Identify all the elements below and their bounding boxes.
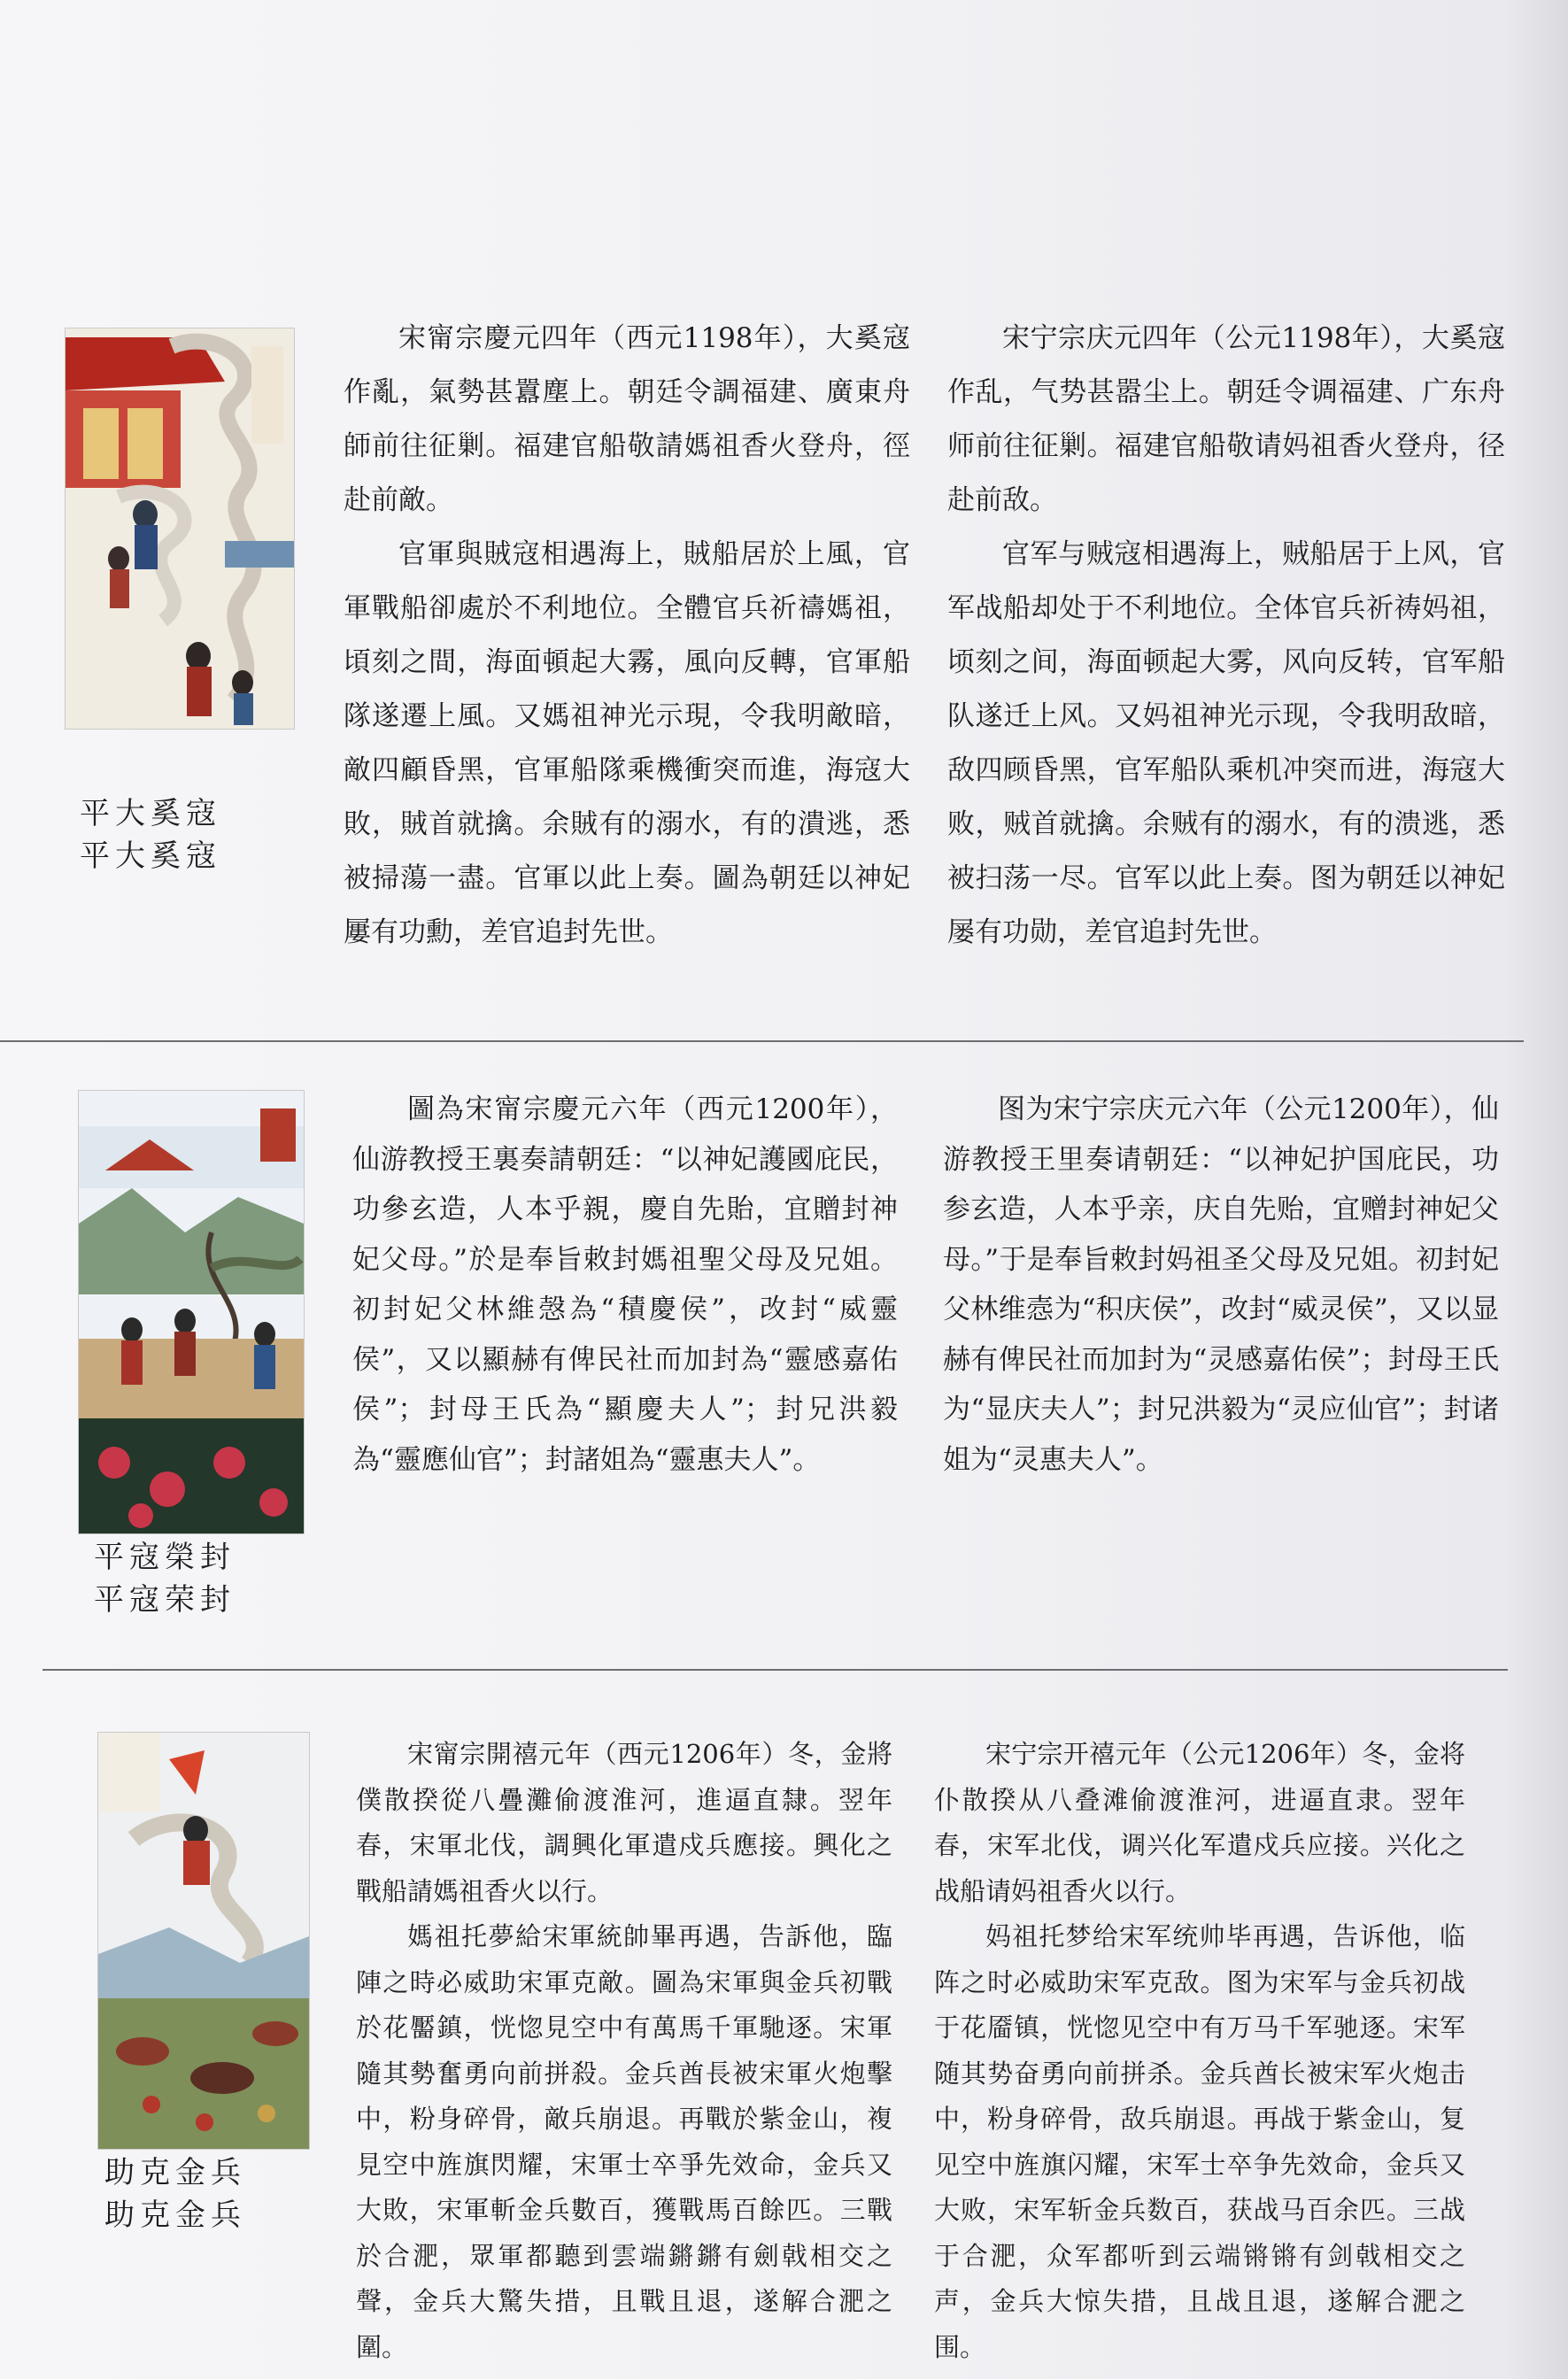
paragraph: 官軍與賊寇相遇海上，賊船居於上風，官軍戰船卻處於不利地位。全體官兵祈禱媽祖，頃刻之間，海面頓起大霧，風向反轉，官軍船隊遂遷上風。又媽祖神光示現，令我明敵暗，敵四顧昏黑，官軍船隊乘機衝突而進，海寇大敗，賊首就擒。余賊有的溺水，有的潰逃，悉被掃蕩一盡。官軍以此上奏。圖為朝廷以神妃屢有功勳，差官追封先世。 [344, 538, 910, 948]
section-zhu-ke-jin-bing [0, 1700, 1568, 2362]
paragraph: 媽祖托夢給宋軍統帥畢再遇，告訴他，臨陣之時必威助宋軍克敵。圖為宋軍與金兵初戰於花靨鎮，恍惚見空中有萬馬千軍馳逐。宋軍隨其勢奮勇向前拼殺。金兵酋長被宋軍火炮擊中，粉身碎骨，敵兵崩退。再戰於紫金山，複見空中旌旗閃耀，宋軍士卒爭先效命，金兵又大敗，宋軍斬金兵數百，獲戰馬百餘匹。三戰於合淝，眾軍都聽到雲端鏘鏘有劍戟相交之聲，金兵大驚失措，且戰且退，遂解合淝之圍。 [356, 1921, 892, 2362]
caption-ping-kou-rong-feng [94, 1536, 236, 1621]
paragraph: 宋甯宗開禧元年（西元1206年）冬，金將僕散揆從八疊灘偷渡淮河，進逼直隸。翌年春，宋軍北伐，調興化軍遣戍兵應接。興化之戰船請媽祖香火以行。 [356, 1739, 892, 1906]
caption-simplified: 助克金兵 [104, 2197, 246, 2233]
text-simplified [943, 1085, 1499, 1485]
paragraph: 圖為宋甯宗慶元六年（西元1200年），仙游教授王裏奏請朝廷：“以神妃護國庇民，功參玄造，人本乎親，慶自先貽，宜贈封神妃父母。”於是奉旨敕封媽祖聖父母及兄姐。初封妃父林維愨為“積慶侯”，改封“威靈侯”，又以顯赫有俾民社而加封為“靈感嘉佑侯”；封母王氏為“顯慶夫人”；封兄洪毅為“靈應仙官”；封諸姐為“靈惠夫人”。 [352, 1093, 898, 1476]
painting-ping-da-xi-kou [65, 328, 295, 730]
paragraph: 图为宋宁宗庆元六年（公元1200年），仙游教授王里奏请朝廷：“以神妃护国庇民，功参玄造，人本乎亲，庆自先贻，宜赠封神妃父母。”于是奉旨敕封妈祖圣父母及兄姐。初封妃父林维悫为“积庆侯”，改封“威灵侯”，又以显赫有俾民社而加封为“灵感嘉佑侯”；封母王氏为“显庆夫人”；封兄洪毅为“灵应仙官”；封诸姐为“灵惠夫人”。 [943, 1093, 1499, 1476]
text-traditional [356, 1732, 892, 2370]
painting-ping-kou-rong-feng [78, 1090, 305, 1534]
text-traditional [352, 1085, 898, 1485]
paragraph: 宋宁宗庆元四年（公元1198年），大奚寇作乱，气势甚嚣尘上。朝廷令调福建、广东舟师前往征剿。福建官船敬请妈祖香火登舟，径赴前敌。 [947, 322, 1505, 516]
section-ping-da-xi-kou [0, 301, 1568, 1027]
section-divider [0, 1040, 1524, 1042]
section-divider [42, 1669, 1508, 1671]
text-simplified [934, 1732, 1465, 2370]
paragraph: 官军与贼寇相遇海上，贼船居于上风，官军战船却处于不利地位。全体官兵祈祷妈祖，顷刻之间，海面顿起大雾，风向反转，官军船队遂迁上风。又妈祖神光示现，令我明敌暗，敌四顾昏黑，官军船队乘机冲突而进，海寇大败，贼首就擒。余贼有的溺水，有的溃逃，悉被扫荡一尽。官军以此上奏。图为朝廷以神妃屡有功勋，差官追封先世。 [947, 538, 1505, 948]
caption-simplified: 平寇荣封 [94, 1582, 236, 1618]
caption-ping-da-xi-kou [80, 792, 221, 877]
text-traditional [344, 312, 910, 960]
caption-traditional: 平寇榮封 [94, 1540, 236, 1575]
caption-zhu-ke-jin-bing [104, 2151, 246, 2236]
paragraph: 妈祖托梦给宋军统帅毕再遇，告诉他，临阵之时必威助宋军克敌。图为宋军与金兵初战于花靥镇，恍惚见空中有万马千军驰逐。宋军随其势奋勇向前拼杀。金兵酋长被宋军火炮击中，粉身碎骨，敌兵崩退。再战于紫金山，复见空中旌旗闪耀，宋军士卒争先效命，金兵又大败，宋军斩金兵数百，获战马百余匹。三战于合淝，众军都听到云端锵锵有剑戟相交之声，金兵大惊失措，且战且退，遂解合淝之围。 [934, 1921, 1465, 2362]
caption-traditional: 平大奚寇 [80, 796, 221, 831]
paragraph: 宋宁宗开禧元年（公元1206年）冬，金将仆散揆从八叠滩偷渡淮河，进逼直隶。翌年春，宋军北伐，调兴化军遣戍兵应接。兴化之战船请妈祖香火以行。 [934, 1739, 1465, 1906]
painting-zhu-ke-jin-bing [97, 1732, 310, 2150]
caption-simplified: 平大奚寇 [80, 838, 221, 874]
caption-traditional: 助克金兵 [104, 2155, 246, 2190]
text-simplified [947, 312, 1505, 960]
paragraph: 宋甯宗慶元四年（西元1198年），大奚寇作亂，氣勢甚囂塵上。朝廷令調福建、廣東舟師前往征剿。福建官船敬請媽祖香火登舟，徑赴前敵。 [344, 322, 910, 516]
section-ping-kou-rong-feng [0, 1049, 1568, 1642]
